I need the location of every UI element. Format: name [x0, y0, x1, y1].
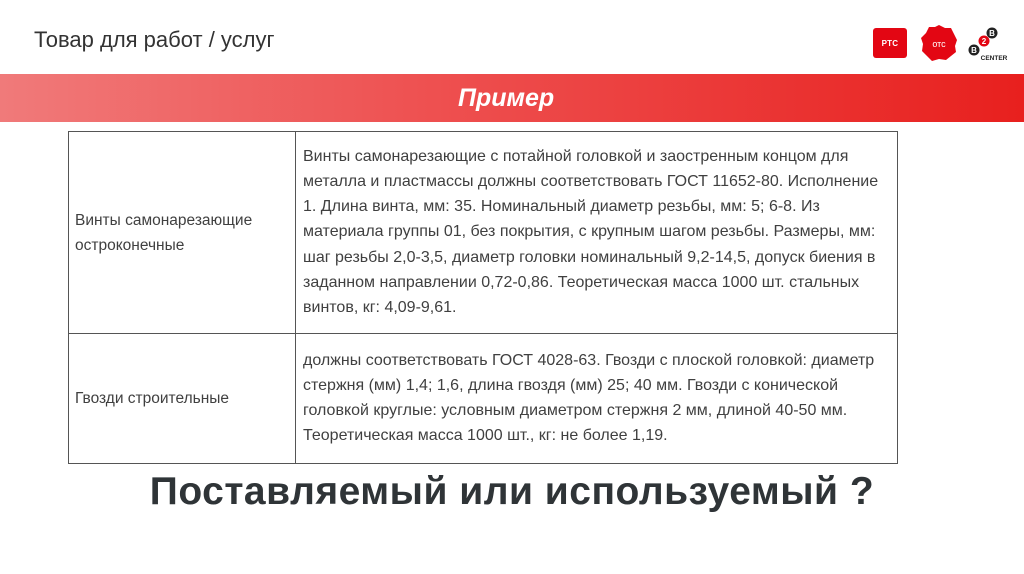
page-title: Товар для работ / услуг — [34, 27, 275, 52]
partner-logos — [870, 22, 1010, 66]
question-heading: Поставляемый или используемый ? — [149, 470, 875, 513]
product-description-cell: Винты самонарезающие с потайной головкой и заостренным концом для металла и пластмассы должны соответствовать ГОСТ 11652-80. Исполнение 1. Длина винта, мм: 35. Номинальный диаметр резьбы, мм: 5; 6-8. Из материала группы 01, без покрытия, с крупным шагом резьбы. Размеры, мм: шаг резьбы 2,0-3,5, диаметр головки номинальный 9,2-14,5, допуск биения в заданном направлении 0,72-0,86. Теоретическая масса 1000 шт. стальных винтов, кг: 4,09-9,61. — [296, 132, 898, 334]
b2b-digit-left: B — [971, 46, 977, 55]
b2b-center-text: CENTER — [980, 55, 1008, 62]
product-name-cell: Винты самонарезающие остроконечные — [69, 132, 296, 334]
b2b-digit-middle: 2 — [981, 37, 987, 46]
product-name-cell: Гвозди строительные — [69, 334, 296, 464]
rts-logo — [873, 28, 907, 58]
example-banner — [0, 74, 1024, 122]
table-row — [69, 132, 898, 334]
table-row — [69, 334, 898, 464]
rts-logo-text: РТС — [881, 38, 899, 48]
ots-logo-text: отс — [932, 39, 946, 49]
b2b-center-logo — [964, 24, 1010, 64]
b2b-digit-top: B — [989, 29, 995, 38]
ots-logo — [920, 24, 958, 62]
banner-title: Пример — [458, 84, 555, 112]
product-description-cell: должны соответствовать ГОСТ 4028-63. Гвозди с плоской головкой: диаметр стержня (мм) 1,4; 1,6, длина гвоздя (мм) 25; 40 мм. Гвозди с конической головкой круглые: условным диаметром стержня 2 мм, длиной 40-50 мм. Теоретическая масса 1000 шт., кг: не более 1,19. — [296, 334, 898, 464]
specification-table — [68, 131, 898, 464]
